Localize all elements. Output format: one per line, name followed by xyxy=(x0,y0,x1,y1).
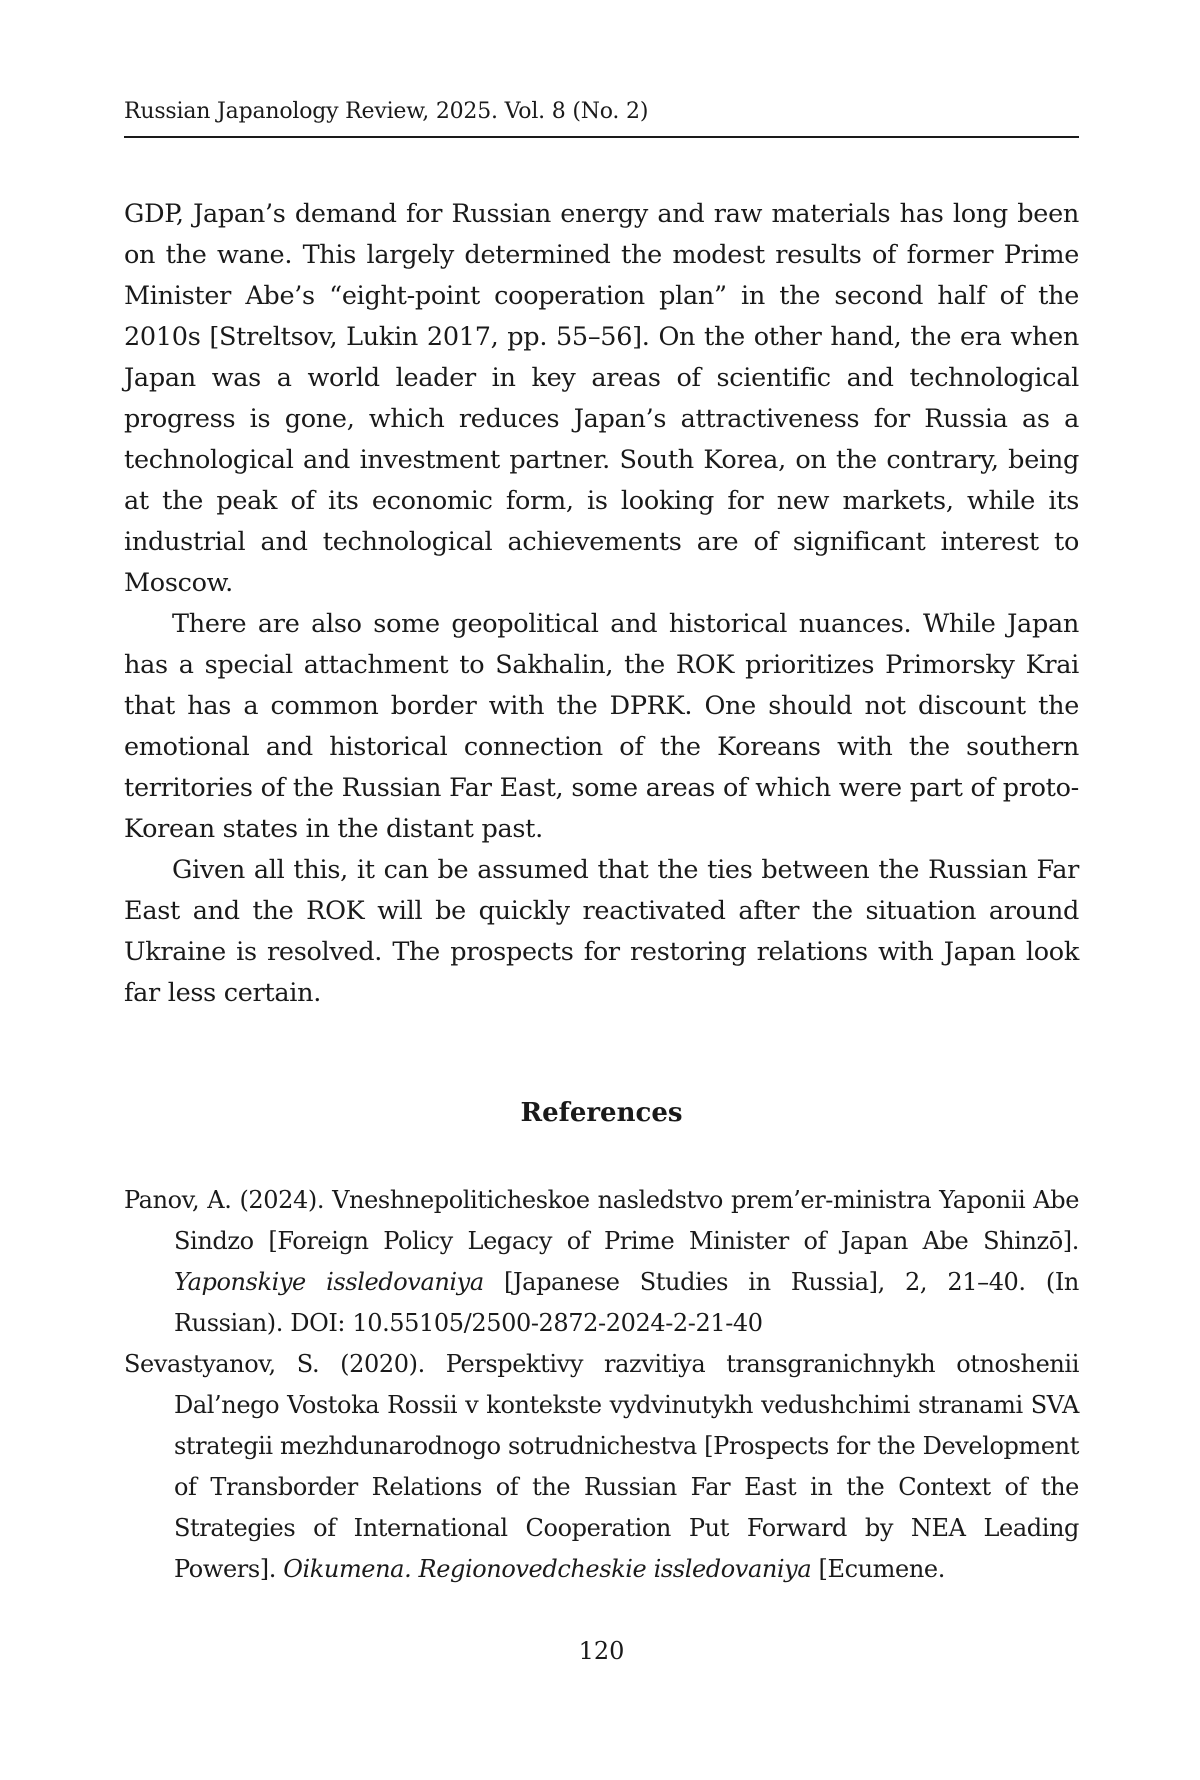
reference-text: Panov, A. (2024). Vneshnepoliticheskoe nasledstvo prem’er-ministra Yaponii Abe Sindzo [Foreign Policy Legacy of Prime Minister of Japan Abe Shinzō]. xyxy=(124,1186,1079,1255)
running-header: Russian Japanology Review, 2025. Vol. 8 (No. 2) xyxy=(124,98,1079,138)
references-list xyxy=(124,1180,1079,1590)
reference-item xyxy=(124,1180,1079,1344)
reference-journal-title: Yaponskiye issledovaniya xyxy=(174,1268,484,1296)
body-text xyxy=(124,194,1079,1014)
reference-text: Sevastyanov, S. (2020). Perspektivy razvitiya transgranichnykh otnoshenii Dal’nego Vostoka Rossii v kontekste vydvinutykh vedushchimi stranami SVA strategii mezhdunarodnogo sotrudnichestva [Prospects for the Development of Transborder Relations of the Russian Far East in the Context of the Strategies of International Cooperation Put Forward by NEA Leading Powers]. xyxy=(124,1350,1079,1583)
page-number: 120 xyxy=(578,1637,625,1665)
reference-text: [Ecumene. xyxy=(811,1555,945,1583)
paragraph: GDP, Japan’s demand for Russian energy and raw materials has long been on the wane. This largely determined the modest results of former Prime Minister Abe’s “eight-point cooperation plan” in the second half of the 2010s [Streltsov, Lukin 2017, pp. 55–56]. On the other hand, the era when Japan was a world leader in key areas of scientific and technological progress is gone, which reduces Japan’s attractiveness for Russia as a technological and investment partner. South Korea, on the contrary, being at the peak of its economic form, is looking for new markets, while its industrial and technological achievements are of significant interest to Moscow. xyxy=(124,199,1079,598)
reference-text: [Japanese Studies in Russia], 2, 21–40. (In Russian). DOI: 10.55105/2500-2872-2024-2-21-40 xyxy=(174,1268,1079,1337)
reference-item xyxy=(124,1344,1079,1590)
references-heading: References xyxy=(520,1098,683,1128)
paragraph: Given all this, it can be assumed that the ties between the Russian Far East and the ROK will be quickly reactivated after the situation around Ukraine is resolved. The prospects for restoring relations with Japan look far less certain. xyxy=(124,855,1079,1008)
paragraph: There are also some geopolitical and historical nuances. While Japan has a special attachment to Sakhalin, the ROK prioritizes Primorsky Krai that has a common border with the DPRK. One should not discount the emotional and historical connection of the Koreans with the southern territories of the Russian Far East, some areas of which were part of proto-Korean states in the distant past. xyxy=(124,609,1079,844)
reference-journal-title: Oikumena. Regionovedcheskie issledovaniya xyxy=(283,1555,812,1583)
